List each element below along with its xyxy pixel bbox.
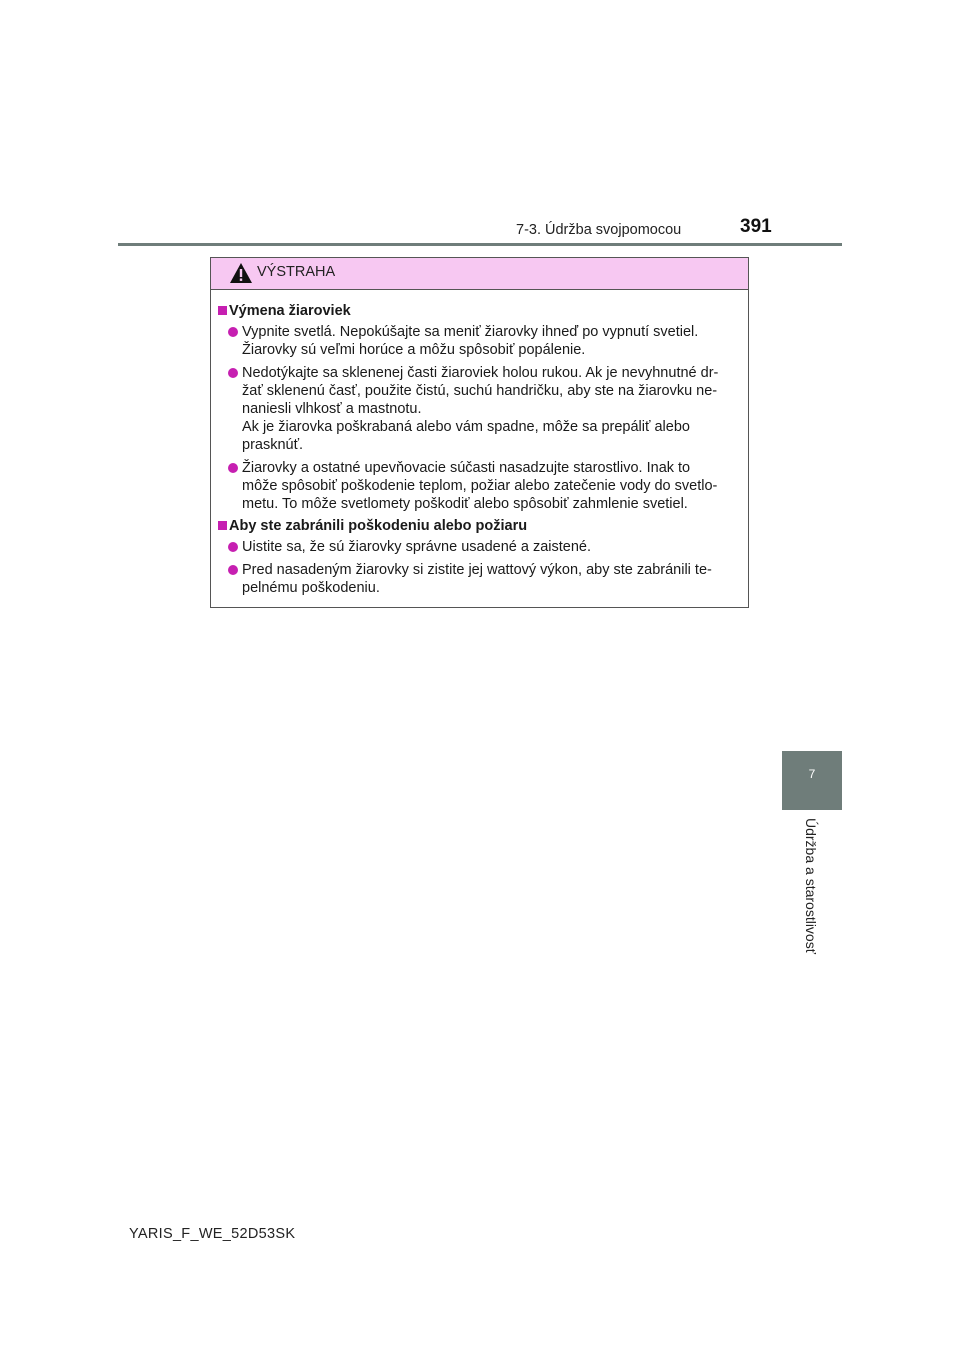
bullet-icon (228, 368, 238, 378)
chapter-label: Údržba a starostlivosť (803, 818, 819, 954)
header-section-title: 7-3. Údržba svojpomocou (516, 222, 682, 238)
square-bullet-icon (218, 521, 227, 530)
list-item: Žiarovky a ostatné upevňovacie súčasti nasadzujte starostlivo. Inak to môže spôsobiť poškodenie teplom, požiar alebo zatečenie vody do svetlo- metu. To môže svetlomety poškodiť alebo spôsobiť zahmlenie svetiel. (218, 459, 743, 514)
bullet-icon (228, 463, 238, 473)
list-item: Nedotýkajte sa sklenenej časti žiaroviek holou rukou. Ak je nevyhnutné dr- žať sklenenú časť, použite čistú, suchú handričku, aby ste na žiarovku ne- naniesli vlhkosť a mastnotu. Ak je žiarovka poškrabaná alebo vám spadne, môže sa prepáliť alebo prasknúť. (218, 364, 743, 455)
footer-document-code: YARIS_F_WE_52D53SK (129, 1226, 296, 1242)
list-item: Uistite sa, že sú žiarovky správne usadené a zaistené. (218, 538, 743, 556)
header-divider (118, 243, 842, 246)
bullet-icon (228, 542, 238, 552)
warning-header (211, 258, 748, 290)
square-bullet-icon (218, 306, 227, 315)
page-number: 391 (740, 216, 772, 237)
warning-body (211, 290, 748, 597)
warning-title: VÝSTRAHA (257, 264, 336, 280)
section-heading-prevent-damage: Aby ste zabránili poškodeniu alebo požiaru (218, 517, 743, 535)
warning-triangle-icon (229, 262, 253, 284)
warning-box (210, 257, 749, 608)
list-item: Pred nasadeným žiarovky si zistite jej wattový výkon, aby ste zabránili te- pelnému poškodeniu. (218, 561, 743, 597)
chapter-tab (782, 751, 842, 810)
chapter-number: 7 (808, 767, 816, 781)
section-heading-bulb-replacement: Výmena žiaroviek (218, 302, 743, 320)
bullet-icon (228, 327, 238, 337)
list-item: Vypnite svetlá. Nepokúšajte sa meniť žiarovky ihneď po vypnutí svetiel. Žiarovky sú veľmi horúce a môžu spôsobiť popálenie. (218, 323, 743, 359)
bullet-icon (228, 565, 238, 575)
